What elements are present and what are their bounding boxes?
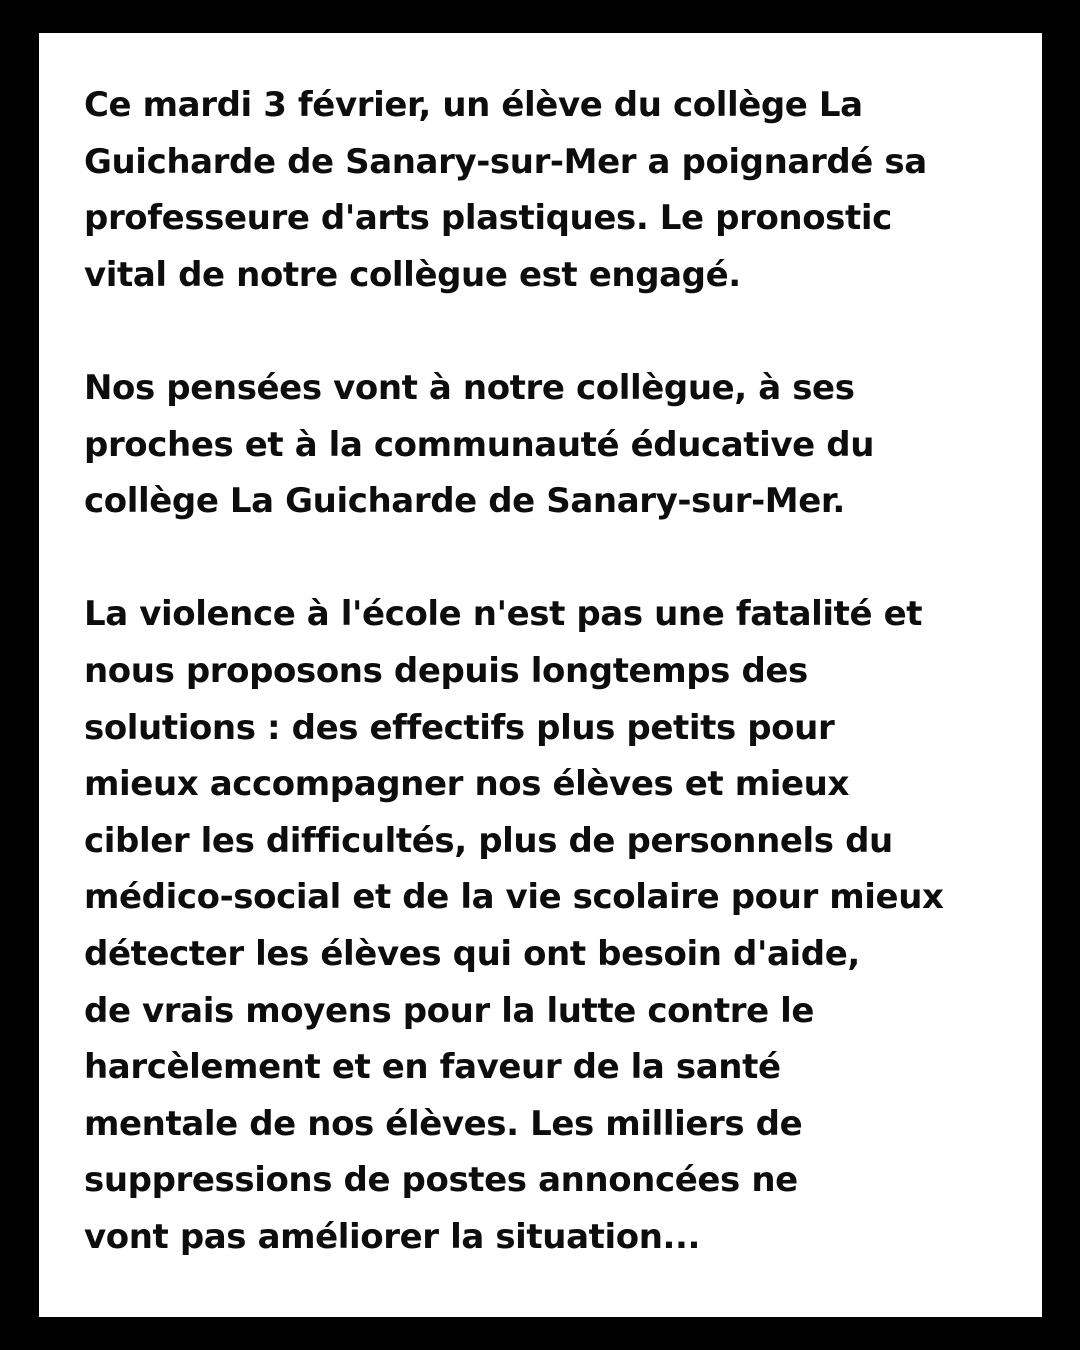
statement-panel <box>39 33 1042 1317</box>
text-line: vital de notre collègue est engagé. <box>84 254 741 295</box>
text-line: Guicharde de Sanary-sur-Mer a poignardé sa <box>84 141 927 182</box>
text-line: mentale de nos élèves. Les milliers de <box>84 1103 803 1144</box>
text-line: solutions : des effectifs plus petits pour <box>84 707 835 748</box>
text-line: nous proposons depuis longtemps des <box>84 650 808 691</box>
text-line: mieux accompagner nos élèves et mieux <box>84 764 849 805</box>
text-line: suppressions de postes annoncées ne <box>84 1160 798 1201</box>
text-line: Ce mardi 3 février, un élève du collège La <box>84 85 863 125</box>
text-line: cibler les difficultés, plus de personnels du <box>84 820 893 861</box>
text-line: professeure d'arts plastiques. Le pronostic <box>84 198 892 239</box>
statement-text <box>84 77 1024 1265</box>
text-line: Nos pensées vont à notre collègue, à ses <box>84 367 855 408</box>
paragraph-proposals <box>84 586 1024 1265</box>
text-line: harcèlement et en faveur de la santé <box>84 1047 781 1088</box>
paragraph-thoughts <box>84 360 1024 530</box>
text-line: collège La Guicharde de Sanary-sur-Mer. <box>84 481 845 522</box>
text-line: détecter les élèves qui ont besoin d'aide, <box>84 933 860 974</box>
text-line: médico-social et de la vie scolaire pour mieux <box>84 877 944 918</box>
text-line: vont pas améliorer la situation... <box>84 1216 701 1257</box>
text-line: La violence à l'école n'est pas une fatalité et <box>84 594 923 635</box>
paragraph-spacer <box>84 530 1024 587</box>
text-line: de vrais moyens pour la lutte contre le <box>84 990 815 1031</box>
paragraph-incident <box>84 77 1024 303</box>
paragraph-spacer <box>84 303 1024 360</box>
text-line: proches et à la communauté éducative du <box>84 424 875 465</box>
